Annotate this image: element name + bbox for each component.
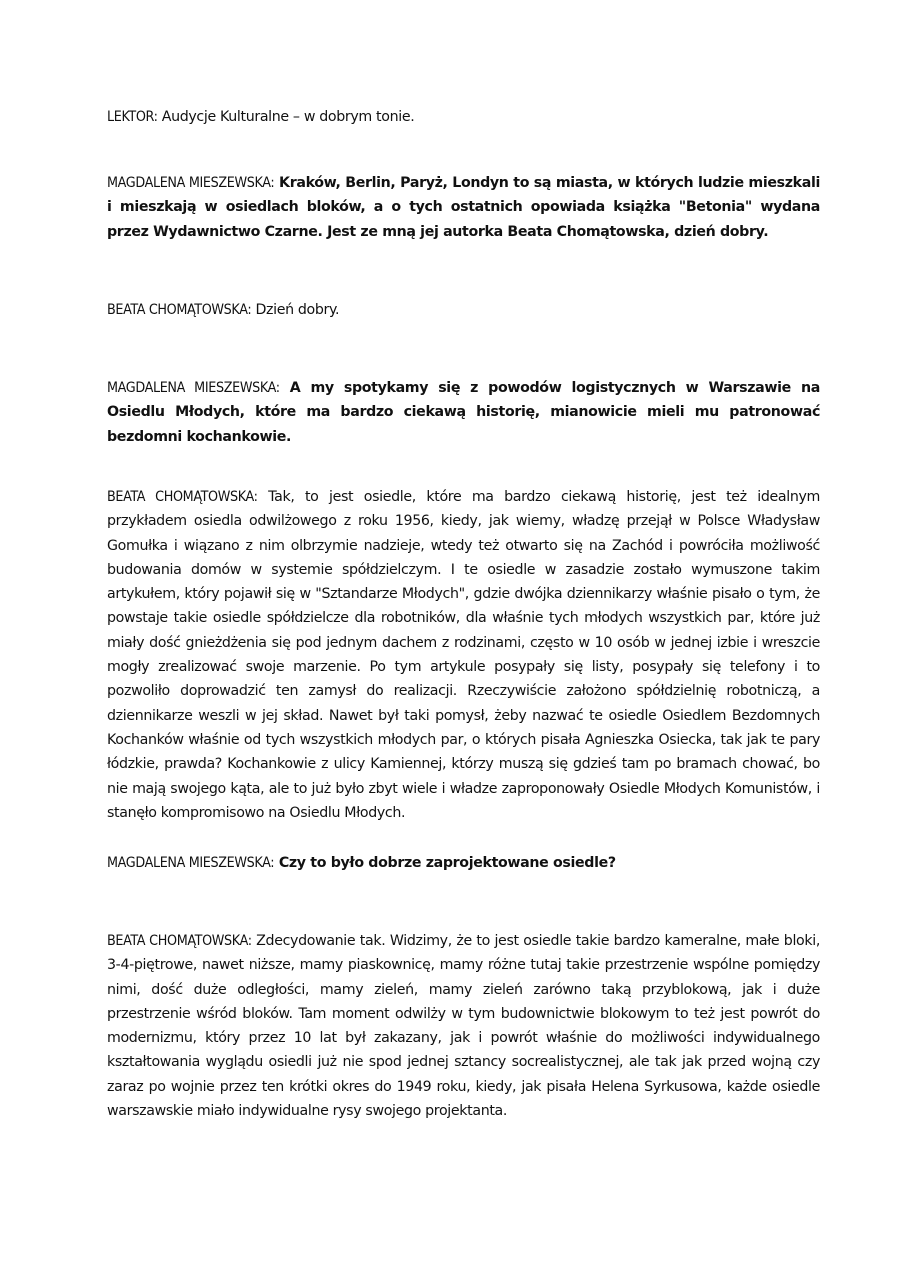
utterance-text: Kraków, Berlin, Paryż, Londyn to są miasta, w których ludzie mieszkali i mieszkają w osiedlach bloków, a o tych ostatnich opowiada książka "Betonia" wydana przez Wydawnictwo Czarne. Jest ze mną jej autorka Beata Chomątowska, dzień dobry.	[107, 175, 820, 240]
speaker-name: MAGDALENA MIESZEWSKA:	[107, 175, 275, 191]
speaker-name: LEKTOR:	[107, 109, 158, 125]
speaker-name: BEATA CHOMĄTOWSKA:	[107, 302, 252, 318]
utterance-text: Dzień dobry.	[251, 302, 340, 318]
paragraph-chomatowska-answer-1	[107, 485, 820, 825]
utterance-text: Audycje Kulturalne – w dobrym tonie.	[157, 109, 415, 125]
paragraph-mieszewska-question-1	[107, 171, 820, 244]
utterance-text: Czy to było dobrze zaprojektowane osiedle?	[274, 855, 616, 871]
paragraph-mieszewska-question-2	[107, 376, 820, 449]
utterance-text: Tak, to jest osiedle, które ma bardzo ciekawą historię, jest też idealnym przykładem osiedla odwilżowego z roku 1956, kiedy, jak wiemy, władzę przejął w Polsce Władysław Gomułka i wiązano z nim olbrzymie nadzieje, wtedy też otwarto się na Zachód i powróciła możliwość budowania domów w systemie spółdzielczym. I te osiedle w zasadzie zostało wymuszone takim artykułem, który pojawił się w "Sztandarze Młodych", gdzie dwójka dziennikarzy właśnie pisało o tym, że powstaje takie osiedle spółdzielcze dla robotników, dla właśnie tych młodych wszystkich par, które już miały dość gnieżdżenia się pod jednym dachem z rodzinami, często w 10 osób w jednej izbie i wreszcie mogły zrealizować swoje marzenie. Po tym artykule posypały się listy, posypały się telefony i to pozwoliło doprowadzić ten zamysł do realizacji. Rzeczywiście założono spółdzielnię robotniczą, a dziennikarze weszli w jej skład. Nawet był taki pomysł, żeby nazwać te osiedle Osiedlem Bezdomnych Kochanków właśnie od tych wszystkich młodych par, o których pisała Agnieszka Osiecka, tak jak te pary łódzkie, prawda? Kochankowie z ulicy Kamiennej, którzy muszą się gdzieś tam po bramach chować, bo nie mają swojego kąta, ale to już było zbyt wiele i władze zaproponowały Osiedle Młodych Komunistów, i stanęło kompromisowo na Osiedlu Młodych.	[107, 489, 820, 821]
utterance-text: Zdecydowanie tak. Widzimy, że to jest osiedle takie bardzo kameralne, małe bloki, 3-4-piętrowe, nawet niższe, mamy piaskownicę, mamy różne tutaj takie przestrzenie wspólne pomiędzy nimi, dość duże odległości, mamy zieleń, mamy zieleń zarówno taką przyblokową, jak i duże przestrzenie wśród bloków. Tam moment odwilży w tym budownictwie blokowym to też jest powrót do modernizmu, który przez 10 lat był zakazany, jak i powrót właśnie do możliwości indywidualnego kształtowania wyglądu osiedli już nie spod jednej sztancy socrealistycznej, ale tak jak przed wojną czy zaraz po wojnie przez ten krótki okres do 1949 roku, kiedy, jak pisała Helena Syrkusowa, każde osiedle warszawskie miało indywidualne rysy swojego projektanta.	[107, 933, 820, 1120]
speaker-name: BEATA CHOMĄTOWSKA:	[107, 933, 252, 949]
speaker-name: MAGDALENA MIESZEWSKA:	[107, 380, 280, 396]
paragraph-chomatowska-answer-2	[107, 929, 820, 1123]
paragraph-lektor-intro	[107, 105, 414, 129]
speaker-name: MAGDALENA MIESZEWSKA:	[107, 855, 275, 871]
speaker-name: BEATA CHOMĄTOWSKA:	[107, 489, 258, 505]
utterance-text: A my spotykamy się z powodów logistycznych w Warszawie na Osiedlu Młodych, które ma bardzo ciekawą historię, mianowicie mieli mu patronować bezdomni kochankowie.	[107, 380, 820, 445]
paragraph-mieszewska-question-3	[107, 851, 616, 875]
paragraph-chomatowska-greeting	[107, 298, 339, 322]
